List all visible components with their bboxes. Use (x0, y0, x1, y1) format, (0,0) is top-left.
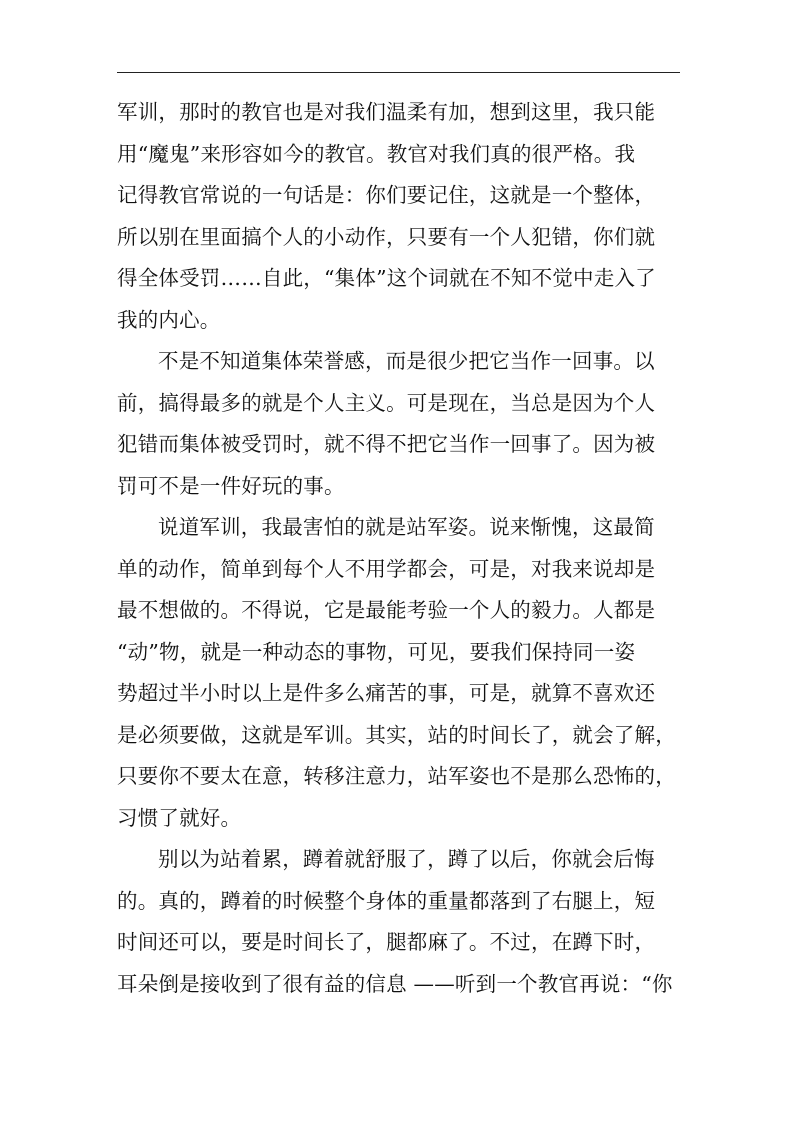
text-line: 罚可不是一件好玩的事。 (117, 473, 345, 498)
text-line: 别以为站着累，蹲着就舒服了，蹲了以后，你就会后悔 (158, 847, 655, 871)
text-line: 说道军训，我最害怕的就是站军姿。说来惭愧，这最简 (158, 515, 655, 539)
text-line: 势超过半小时以上是件多么痛苦的事，可是，就算不喜欢还 (117, 681, 656, 705)
text-line: 我的内心。 (117, 307, 221, 332)
text-line: 只要你不要太在意，转移注意力，站军姿也不是那么恐怖的， (117, 764, 676, 788)
text-line: 军训，那时的教官也是对我们温柔有加，想到这里，我只能 (117, 100, 656, 124)
text-line: 的。真的，蹲着的时候整个身体的重量都落到了右腿上，短 (117, 888, 656, 913)
text-line: 最不想做的。不得说，它是最能考验一个人的毅力。人都是 (117, 598, 656, 622)
text-line: 单的动作，简单到每个人不用学都会，可是，对我来说却是 (117, 556, 656, 581)
document-body (117, 92, 681, 1005)
text-line: “动”物，就是一种动态的事物，可见，要我们保持同一姿 (117, 639, 636, 664)
header-rule (117, 72, 680, 73)
text-line: 习惯了就好。 (117, 805, 242, 830)
text-line: 时间还可以，要是时间长了，腿都麻了。不过，在蹲下时， (117, 930, 656, 954)
text-line: 不是不知道集体荣誉感，而是很少把它当作一回事。以 (158, 349, 655, 373)
text-line: 用“魔鬼”来形容如今的教官。教官对我们真的很严格。我 (117, 141, 636, 166)
text-line: 犯错而集体被受罚时，就不得不把它当作一回事了。因为被 (117, 432, 656, 456)
text-line: 记得教官常说的一句话是：你们要记住，这就是一个整体， (117, 183, 656, 207)
text-line: 得全体受罚……自此，“集体”这个词就在不知不觉中走入了 (117, 266, 656, 290)
text-line: 是必须要做，这就是军训。其实，站的时间长了，就会了解， (117, 722, 676, 747)
text-line: 耳朵倒是接收到了很有益的信息 ——听到一个教官再说：“你 (117, 971, 673, 996)
text-line: 前，搞得最多的就是个人主义。可是现在，当总是因为个人 (117, 390, 656, 415)
text-line: 所以别在里面搞个人的小动作，只要有一个人犯错，你们就 (117, 224, 656, 249)
